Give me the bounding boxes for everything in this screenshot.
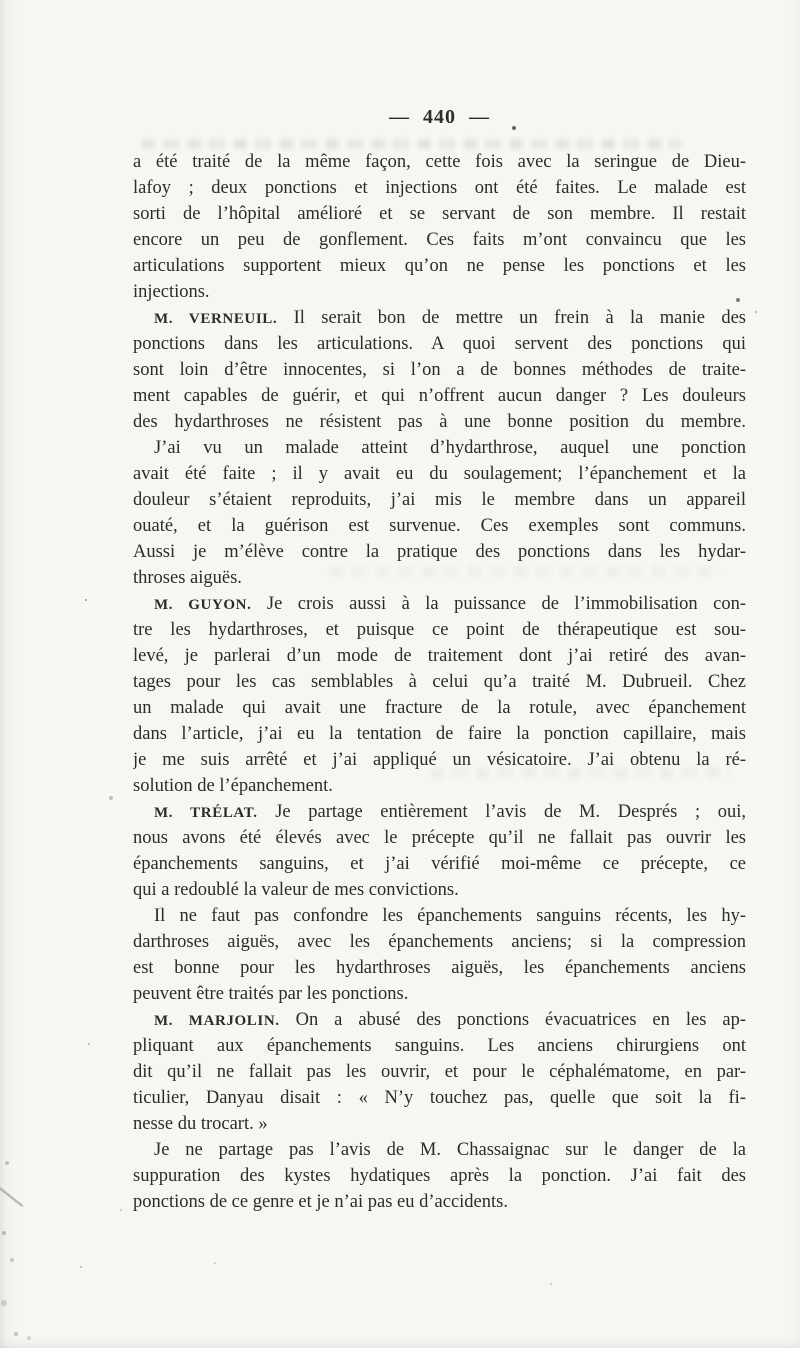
page-number: — 440 — bbox=[389, 106, 490, 128]
text-line: Aussi je m’élève contre la pratique des ponctions dans les hydar- bbox=[133, 542, 746, 562]
text-line: nous avons été élevés avec le précepte qu’il ne fallait pas ouvrir les bbox=[133, 828, 746, 848]
text-line: nesse du trocart. » bbox=[133, 1114, 268, 1134]
text-line: encore un peu de gonflement. Ces faits m’ont convaincu que les bbox=[133, 230, 746, 250]
margin-pen-stroke bbox=[0, 1187, 23, 1207]
text-line: a été traité de la même façon, cette fois avec la seringue de Dieu- bbox=[133, 152, 746, 172]
text-line: ment capables de guérir, et qui n’offrent aucun danger ? Les douleurs bbox=[133, 386, 746, 406]
text-line: solution de l’épanchement. bbox=[133, 776, 333, 796]
text-line: pliquant aux épanchements sanguins. Les anciens chirurgiens ont bbox=[133, 1036, 746, 1056]
text-line: M. MARJOLIN. On a abusé des ponctions évacuatrices en les ap- bbox=[154, 1010, 746, 1030]
text-line: throses aiguës. bbox=[133, 568, 242, 588]
text-line: des hydarthroses ne résistent pas à une bonne position du membre. bbox=[133, 412, 746, 432]
text-line: lafoy ; deux ponctions et injections ont été faites. Le malade est bbox=[133, 178, 746, 198]
text-line: ponctions dans les articulations. A quoi servent des ponctions qui bbox=[133, 334, 746, 354]
text-line: Il ne faut pas confondre les épanchements sanguins récents, les hy- bbox=[154, 906, 746, 926]
text-line: tre les hydarthroses, et puisque ce point de thérapeutique est sou- bbox=[133, 620, 746, 640]
text-line: douleur s’étaient reproduits, j’ai mis le membre dans un appareil bbox=[133, 490, 746, 510]
scan-ink-specks bbox=[0, 0, 2, 2]
text-line: injections. bbox=[133, 282, 210, 302]
text-block bbox=[133, 149, 746, 1215]
text-line: dit qu’il ne fallait pas les ouvrir, et pour le céphalématome, en par- bbox=[133, 1062, 746, 1082]
text-line: épanchements sanguins, et j’ai vérifié moi-même ce précepte, ce bbox=[133, 854, 746, 874]
text-line: darthroses aiguës, avec les épanchements anciens; si la compression bbox=[133, 932, 746, 952]
text-line: suppuration des kystes hydatiques après la ponction. J’ai fait des bbox=[133, 1166, 746, 1186]
text-line: sorti de l’hôpital amélioré et se servant de son membre. Il restait bbox=[133, 204, 746, 224]
speaker-name: M. MARJOLIN. bbox=[154, 1013, 280, 1029]
text-line: J’ai vu un malade atteint d’hydarthrose, auquel une ponction bbox=[154, 438, 746, 458]
speaker-name: M. VERNEUIL. bbox=[154, 311, 278, 327]
text-line: M. TRÉLAT. Je partage entièrement l’avis de M. Després ; oui, bbox=[154, 802, 746, 822]
text-line: ouaté, et la guérison est survenue. Ces exemples sont communs. bbox=[133, 516, 746, 536]
text-line: peuvent être traités par les ponctions. bbox=[133, 984, 409, 1004]
text-line: sont loin d’être innocentes, si l’on a de bonnes méthodes de traite- bbox=[133, 360, 746, 380]
text-line: M. GUYON. Je crois aussi à la puissance de l’immobilisation con- bbox=[154, 594, 746, 614]
text-line: est bonne pour les hydarthroses aiguës, les épanchements anciens bbox=[133, 958, 746, 978]
speaker-name: M. TRÉLAT. bbox=[154, 805, 258, 821]
text-line: Je ne partage pas l’avis de M. Chassaignac sur le danger de la bbox=[154, 1140, 746, 1160]
show-through-ghost-text bbox=[142, 139, 682, 149]
text-line: un malade qui avait une fracture de la rotule, avec épanchement bbox=[133, 698, 746, 718]
text-line: articulations supportent mieux qu’on ne pense les ponctions et les bbox=[133, 256, 746, 276]
text-line: tages pour les cas semblables à celui qu’a traité M. Dubrueil. Chez bbox=[133, 672, 746, 692]
text-line: dans l’article, j’ai eu la tentation de faire la ponction capillaire, mais bbox=[133, 724, 746, 744]
text-line: M. VERNEUIL. Il serait bon de mettre un frein à la manie des bbox=[154, 308, 746, 328]
text-line: qui a redoublé la valeur de mes convictions. bbox=[133, 880, 459, 900]
text-line: levé, je parlerai d’un mode de traitement dont j’ai retiré des avan- bbox=[133, 646, 746, 666]
text-line: avait été faite ; il y avait eu du soulagement; l’épanchement et la bbox=[133, 464, 746, 484]
text-line: ticulier, Danyau disait : « N’y touchez pas, quelle que soit la fi- bbox=[133, 1088, 746, 1108]
speaker-name: M. GUYON. bbox=[154, 597, 252, 613]
text-line: ponctions de ce genre et je n’ai pas eu d’accidents. bbox=[133, 1192, 508, 1212]
text-line: je me suis arrêté et j’ai appliqué un vésicatoire. J’ai obtenu la ré- bbox=[133, 750, 746, 770]
